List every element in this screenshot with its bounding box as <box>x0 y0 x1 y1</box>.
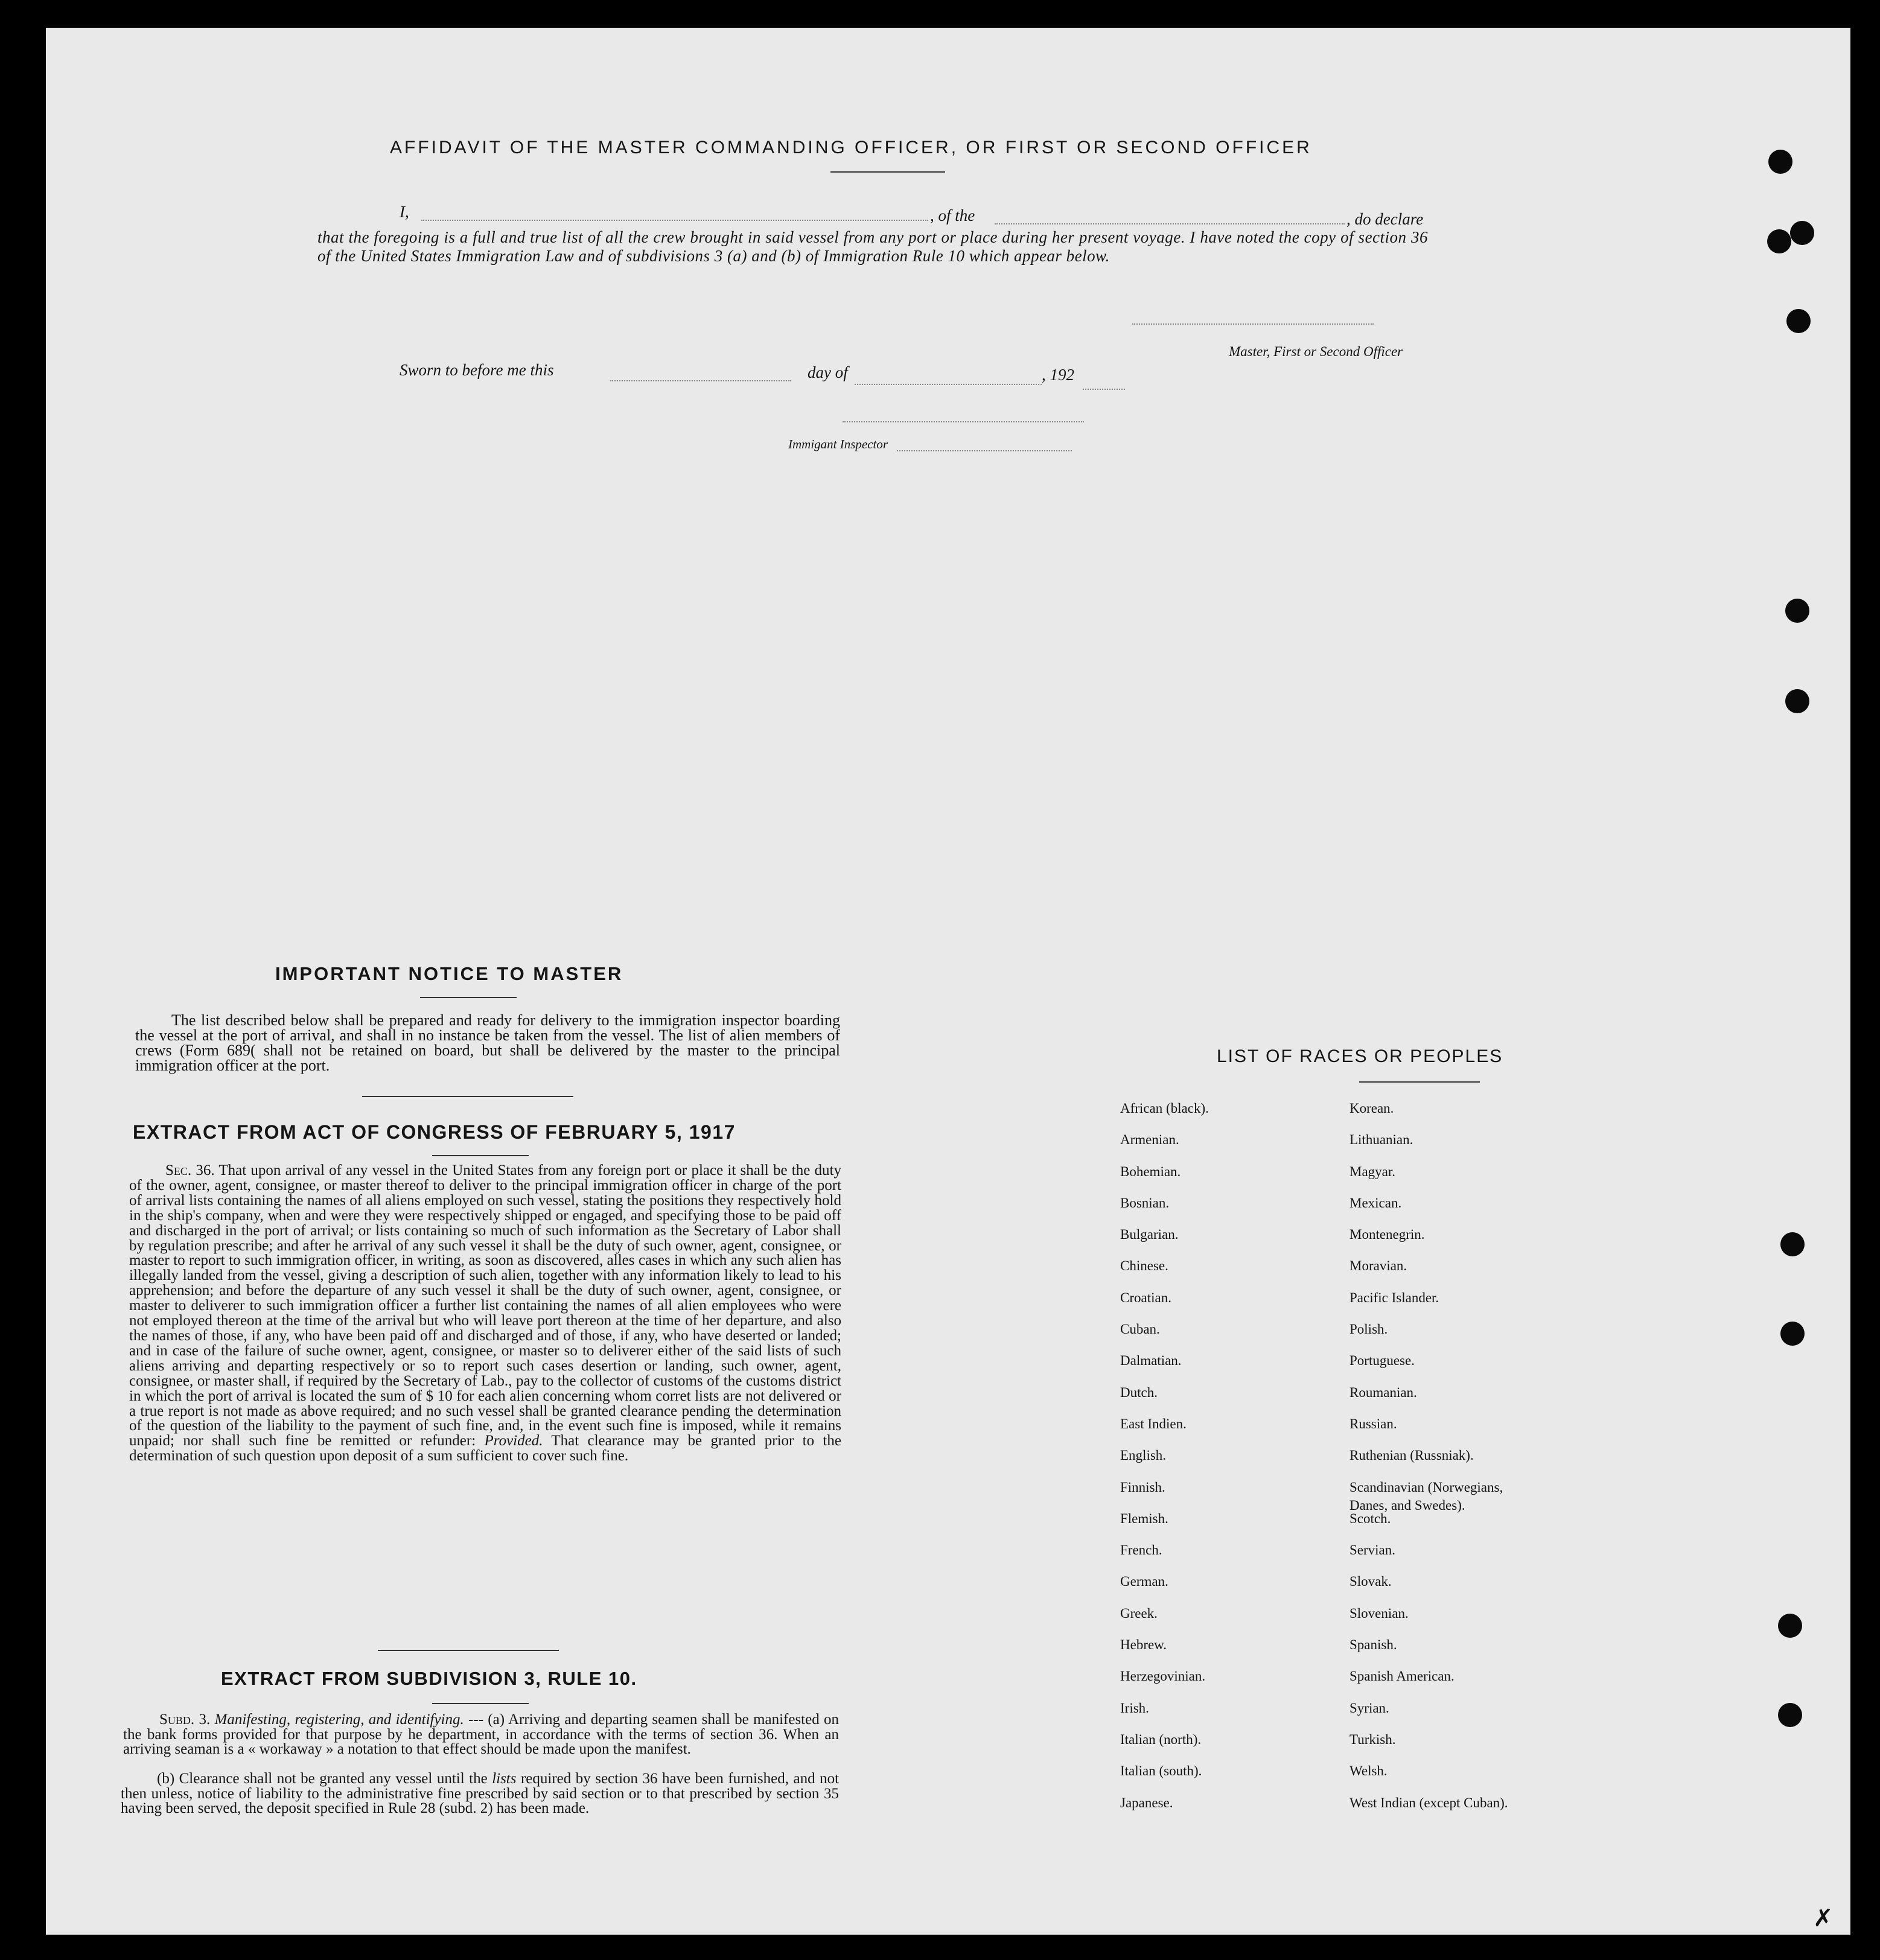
inspector-signature-line <box>843 421 1084 422</box>
race-item-right: Scotch. <box>1349 1510 1391 1526</box>
race-item-left: French. <box>1120 1542 1162 1558</box>
binder-hole <box>1785 599 1809 623</box>
signature-line <box>1132 323 1374 325</box>
race-item-right: Scandinavian (Norwegians, Danes, and Swedes). <box>1349 1479 1503 1513</box>
act-text: That upon arrival of any vessel in the United States from any foreign port or place it shall be the duty of the owner, agent, consignee, or master thereof to deliver to the principal immigration officer in charge of the port of arrival lists containing the names of all aliens employed on such vessel, stating the positions they respectively hold in the ship's company, when and were they were respectively shipped or engaged, and specifying those to be paid off and discharged in the port of arrival; or lists containing so much of such information as the Secretary of Labor shall by regulation prescribe; and after he arrival of any such vessel it shall be the duty of such owner, agent, consignee, or master to report to such immigration officer, in writing, as soon as discovered, alles cases in which any such alien has illegally landed from the vessel, giving a description of such alien, together with any information likely to lead to his apprehension; and before the departure of any such vessel it shall be the duty of such owner, agent, consignee, or master to deliverer to such immigration officer a further list containing the names of all alien employees who were not employed thereon at the time of the arrival but who will leave port thereon at the time of her departure, and also the names of those, if any, who have been paid off and discharged and of those, if any, who have deserted or landed; and in case of the failure of suche owner, agent, consignee, or master so to deliverer either of the said lists of such aliens arriving and departing respectively or so to report such cases desertion or landing, such owner, agent, consignee, or master shall, if required by the Secretary of Lab., pay to the collector of customs of the customs district in which the port of arrival is located the sum of $ 10 for each alien concerning whom corret lists are not delivered or a true report is not made as above required; and no such vessel shall be granted clearance pending the determination of the question of the liability to the payment of such fine, and, in the event such fine is imposed, while it remains unpaid; nor shall such fine be remitted or refunder: <box>129 1162 841 1449</box>
race-item-left: German. <box>1120 1574 1168 1589</box>
race-item-right: Montenegrin. <box>1349 1227 1425 1242</box>
race-item-right: Ruthenian (Russniak). <box>1349 1448 1474 1463</box>
race-item-right: Slovak. <box>1349 1574 1392 1589</box>
name-field-line <box>421 220 928 221</box>
binder-hole <box>1790 221 1814 245</box>
act-text-end: That clearance may be granted prior to the determination of such question upon deposit of a sum sufficient to cover such fine. <box>129 1433 841 1465</box>
vessel-field-line <box>995 223 1345 224</box>
race-item-left: Herzegovinian. <box>1120 1669 1206 1684</box>
rule-para-a <box>123 1713 839 1757</box>
races-list-right <box>1349 1099 1687 1825</box>
provided-label: Provided. <box>484 1433 543 1449</box>
race-item-left: Bohemian. <box>1120 1163 1181 1179</box>
race-item-left: Armenian. <box>1120 1132 1179 1148</box>
affidavit-body: that the foregoing is a full and true list of all the crew brought in said vessel from any port or place during her present voyage. I have noted the copy of section 36 of the United States Immigration Law and of subdivisions 3 (a) and (b) of Immigration Rule 10 which appear below. <box>317 228 1428 265</box>
race-item-right: Polish. <box>1349 1322 1388 1337</box>
rule-title: EXTRACT FROM SUBDIVISION 3, RULE 10. <box>221 1668 637 1689</box>
para-a-text: --- (a) Arriving and departing seamen shall be manifested on the bank forms provided for that purpose by he department, in accordance with the terms of section 36. When an arriving seaman is a « workaway » a notation to that effect should be made upon the manifest. <box>123 1711 840 1757</box>
document-page <box>46 28 1850 1935</box>
race-item-left: Italian (south). <box>1120 1763 1202 1779</box>
margin-mark: ✗ <box>1813 1904 1834 1932</box>
race-item-right: Portuguese. <box>1349 1353 1415 1369</box>
race-item-left: Dutch. <box>1120 1384 1158 1400</box>
sec-label: Sec. 36. <box>165 1162 215 1179</box>
race-item-left: Croatian. <box>1120 1290 1171 1305</box>
divider <box>1359 1081 1480 1083</box>
race-item-right: Magyar. <box>1349 1163 1396 1179</box>
race-item-left: Bulgarian. <box>1120 1227 1179 1242</box>
binder-hole <box>1786 309 1811 333</box>
races-title: LIST OF RACES OR PEOPLES <box>1217 1046 1503 1066</box>
race-item-right: Syrian. <box>1349 1700 1389 1716</box>
race-item-right: Slovenian. <box>1349 1605 1409 1621</box>
divider <box>432 1703 529 1704</box>
race-item-left: Hebrew. <box>1120 1637 1167 1653</box>
race-item-left: Irish. <box>1120 1700 1149 1716</box>
para-b-end: required by section 36 have been furnished, and not then unless, notice of liability to the administrative fine prescribed by said section or to that prescribed by section 35 having been served, the deposit specified in Rule 28 (subd. 2) has been made. <box>121 1771 840 1816</box>
binder-hole <box>1780 1232 1805 1256</box>
binder-hole <box>1768 150 1792 174</box>
race-item-right: Lithuanian. <box>1349 1132 1413 1148</box>
inspector-field-line <box>897 450 1072 451</box>
race-item-right: Spanish. <box>1349 1637 1397 1653</box>
divider <box>362 1096 573 1097</box>
act-body <box>129 1163 841 1464</box>
binder-hole <box>1780 1322 1805 1346</box>
races-list-left <box>1120 1099 1374 1825</box>
race-item-right: Roumanian. <box>1349 1384 1417 1400</box>
race-item-right: Russian. <box>1349 1416 1397 1431</box>
rule-para-b <box>121 1772 839 1816</box>
binder-hole <box>1785 689 1809 713</box>
affidavit-line-start: I, <box>400 203 409 221</box>
race-item-left: Finnish. <box>1120 1479 1165 1495</box>
act-title: EXTRACT FROM ACT OF CONGRESS OF FEBRUARY 5, 1917 <box>133 1121 736 1143</box>
affidavit-title: AFFIDAVIT OF THE MASTER COMMANDING OFFICER, OR FIRST OR SECOND OFFICER <box>390 138 1312 158</box>
race-item-left: East Indien. <box>1120 1416 1187 1431</box>
notice-body: The list described below shall be prepared and ready for delivery to the immigration inspector boarding the vessel at the port of arrival, and shall in no instance be taken from the vessel. The list of alien members of crews (Form 689( shall not be retained on board, but shall be delivered by the master to the principal immigration officer at the port. <box>135 1011 840 1074</box>
divider <box>420 997 517 998</box>
affidavit-declare: , do declare <box>1346 210 1424 228</box>
race-item-right: Pacific Islander. <box>1349 1290 1439 1305</box>
binder-hole <box>1778 1703 1802 1727</box>
day-field-line <box>610 380 791 381</box>
divider <box>432 1155 529 1156</box>
race-item-left: Flemish. <box>1120 1510 1168 1526</box>
signature-label: Master, First or Second Officer <box>1229 344 1403 359</box>
race-item-left: Italian (north). <box>1120 1731 1202 1747</box>
divider <box>378 1650 559 1651</box>
day-of-label: day of <box>808 363 848 381</box>
race-item-right: Mexican. <box>1349 1195 1402 1211</box>
para-b-text: (b) Clearance shall not be granted any vessel until the <box>157 1771 488 1787</box>
race-item-left: English. <box>1120 1448 1167 1463</box>
race-item-right: Korean. <box>1349 1101 1394 1116</box>
race-item-left: Cuban. <box>1120 1322 1160 1337</box>
race-item-right: Turkish. <box>1349 1731 1396 1747</box>
notice-title: IMPORTANT NOTICE TO MASTER <box>275 963 623 984</box>
year-prefix: , 192 <box>1042 366 1074 384</box>
subd-heading: Manifesting, registering, and identifying. <box>214 1711 464 1728</box>
race-item-right: Servian. <box>1349 1542 1396 1558</box>
race-item-left: Chinese. <box>1120 1258 1168 1274</box>
year-field-line <box>1083 389 1125 390</box>
race-item-right: Moravian. <box>1349 1258 1407 1274</box>
month-field-line <box>855 384 1042 385</box>
divider <box>830 171 945 173</box>
race-item-right: Spanish American. <box>1349 1669 1455 1684</box>
race-item-right: West Indian (except Cuban). <box>1349 1795 1508 1810</box>
race-item-left: Japanese. <box>1120 1795 1173 1810</box>
affidavit-of-the: , of the <box>930 206 975 224</box>
subd-label: Subd. 3. <box>159 1711 211 1728</box>
race-item-right: Welsh. <box>1349 1763 1388 1779</box>
binder-hole <box>1767 229 1791 253</box>
lists-word: lists <box>492 1771 517 1787</box>
race-item-left: African (black). <box>1120 1101 1209 1116</box>
sworn-label: Sworn to before me this <box>400 361 554 379</box>
binder-hole <box>1778 1614 1802 1638</box>
inspector-label: Immigant Inspector <box>788 437 888 451</box>
race-item-left: Greek. <box>1120 1605 1158 1621</box>
race-item-left: Dalmatian. <box>1120 1353 1182 1369</box>
race-item-left: Bosnian. <box>1120 1195 1170 1211</box>
